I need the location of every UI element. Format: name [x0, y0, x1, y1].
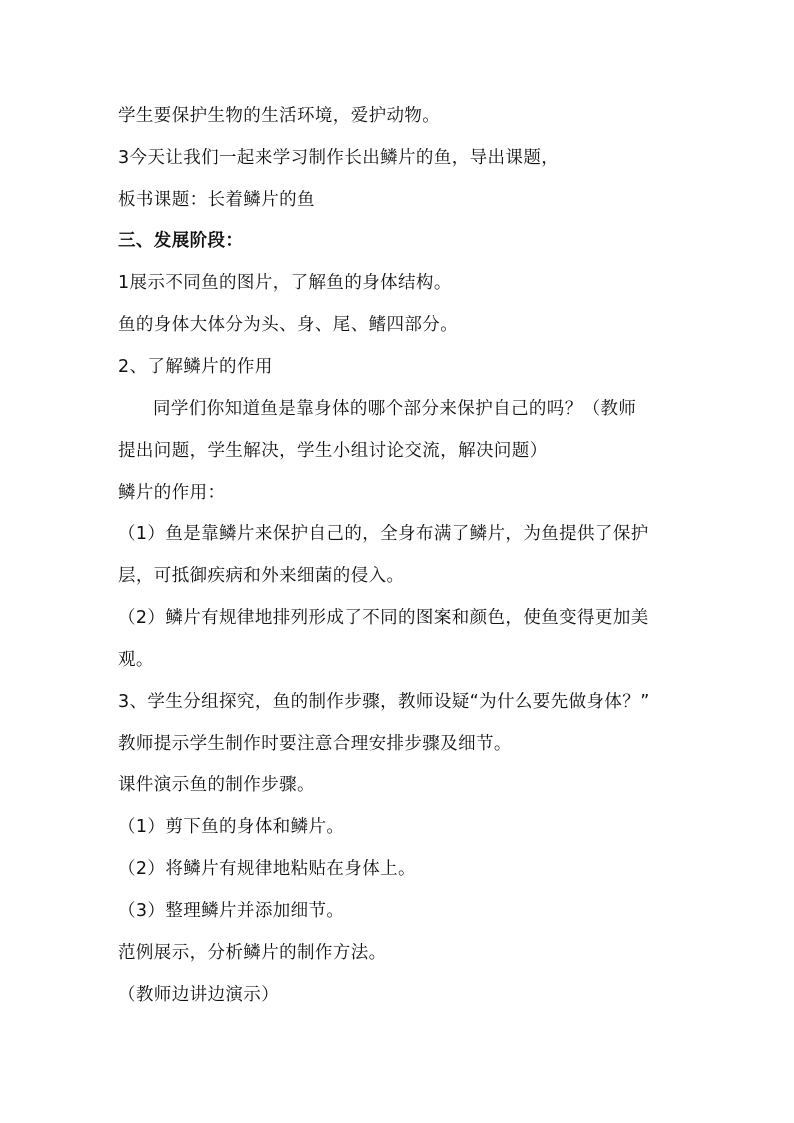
text-line: 范例展示，分析鳞片的制作方法。: [118, 943, 387, 963]
text-line: 3、学生分组探究，鱼的制作步骤，教师设疑“为什么要先做身体？”: [118, 692, 650, 712]
text-line: 教师提示学生制作时要注意合理安排步骤及细节。: [118, 734, 512, 754]
text-line: 观。: [118, 650, 154, 670]
section-heading: 三、发展阶段：: [118, 231, 244, 251]
text-line: 学生要保护生物的生活环境，爱护动物。: [118, 106, 441, 126]
text-line: 板书课题：长着鳞片的鱼: [118, 190, 315, 210]
text-line: 课件演示鱼的制作步骤。: [118, 775, 315, 795]
text-line: 3今天让我们一起来学习制作长出鳞片的鱼，导出课题，: [118, 148, 560, 168]
text-line: 2、了解鳞片的作用: [118, 357, 273, 377]
text-line: （2）将鳞片有规律地粘贴在身体上。: [118, 859, 416, 879]
text-line: （教师边讲边演示）: [118, 985, 280, 1005]
text-line: 层，可抵御疾病和外来细菌的侵入。: [118, 566, 405, 586]
text-line: （1）剪下鱼的身体和鳞片。: [118, 817, 345, 837]
text-line: 1展示不同鱼的图片，了解鱼的身体结构。: [118, 273, 452, 293]
text-line: （2）鳞片有规律地排列形成了不同的图案和颜色，使鱼变得更加美: [118, 608, 649, 628]
text-line: 鱼的身体大体分为头、身、尾、鳍四部分。: [118, 315, 459, 335]
text-line-indented: 同学们你知道鱼是靠身体的哪个部分来保护自己的吗？（教师: [153, 399, 637, 419]
text-line: （1）鱼是靠鳞片来保护自己的，全身布满了鳞片，为鱼提供了保护: [118, 524, 649, 544]
text-line: （3）整理鳞片并添加细节。: [118, 901, 345, 921]
text-line: 提出问题，学生解决，学生小组讨论交流，解决问题）: [118, 441, 548, 461]
text-line: 鳞片的作用：: [118, 483, 226, 503]
